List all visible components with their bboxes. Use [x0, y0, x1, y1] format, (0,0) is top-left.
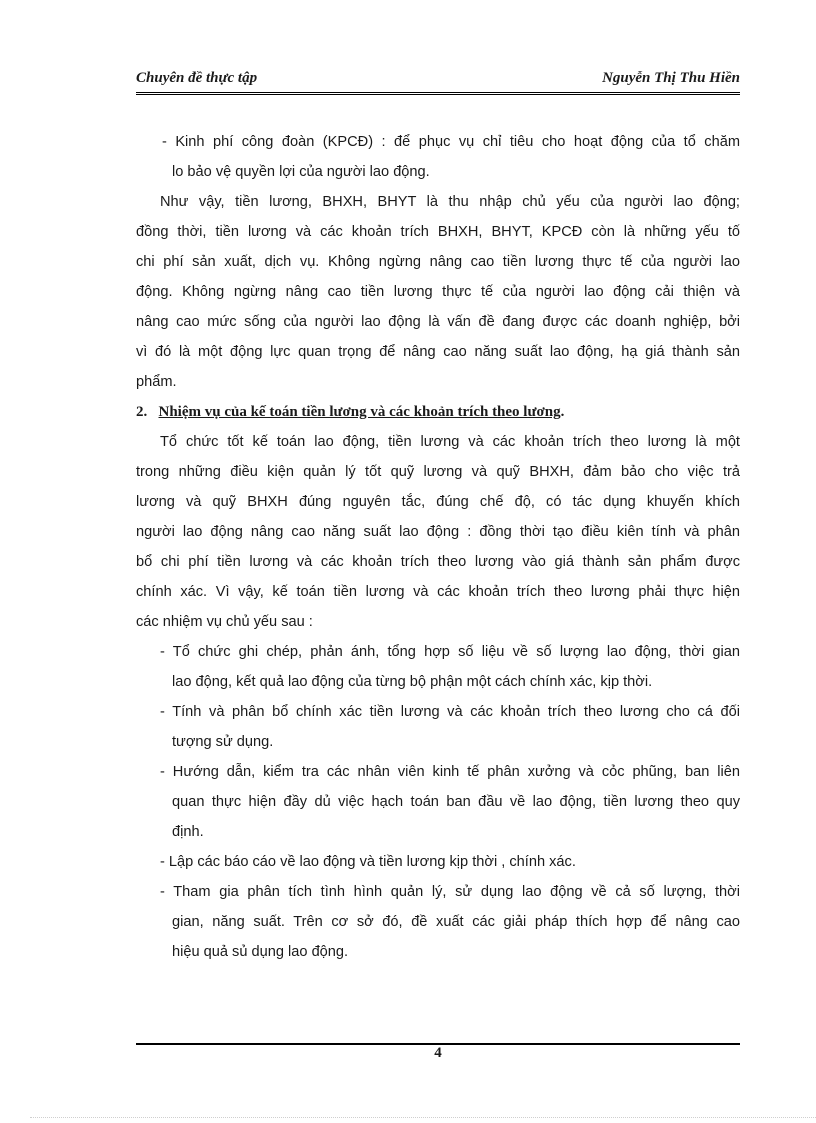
bullet-line: gian, năng suất. Trên cơ sở đó, đề xuất các giải pháp thích hợp để nâng cao: [172, 914, 740, 930]
text-line: lương và quỹ BHXH đúng nguyên tắc, đúng chế độ, có tác dụng khuyến khích: [136, 494, 740, 510]
text-line: động. Không ngừng nâng cao tiền lương thực tế của người lao động cải thiện và: [136, 284, 740, 300]
bullet-line: định.: [172, 824, 204, 840]
text-line: Tổ chức tốt kế toán lao động, tiền lương và các khoản trích theo lương là một: [160, 434, 740, 450]
bullet-line: quan thực hiện đầy dủ việc hạch toán ban đầu về lao động, tiền lương theo quy: [172, 794, 740, 810]
bullet-line: lao động, kết quả lao động của từng bộ phận một cách chính xác, kịp thời.: [172, 674, 653, 690]
text-line: đồng thời, tiền lương và các khoản trích BHXH, BHYT, KPCĐ còn là những yếu tố: [136, 224, 740, 240]
text-line: vì đó là một động lực quan trọng để nâng cao năng suất lao động, hạ giá thành sản: [136, 344, 740, 360]
heading-number: 2.: [136, 404, 148, 420]
bullet-line: - Tổ chức ghi chép, phản ánh, tổng hợp số liệu về số lượng lao động, thời gian: [160, 644, 740, 660]
text-line: phẩm.: [136, 374, 177, 390]
section-heading: [136, 402, 740, 422]
text-line: bổ chi phí tiền lương và các khoản trích theo lương vào giá thành sản phẩm được: [136, 554, 740, 570]
bullet-line: hiệu quả sủ dụng lao động.: [172, 944, 349, 960]
text-line: trong những điều kiện quản lý tốt quỹ lương và quỹ BHXH, đảm bảo cho việc trả: [136, 464, 740, 480]
bullet-line: - Lập các báo cáo về lao động và tiền lương kịp thời , chính xác.: [160, 854, 576, 870]
bullet-line: tượng sử dụng.: [172, 734, 274, 750]
header-author: Nguyễn Thị Thu Hiền: [602, 70, 740, 86]
text-line: chi phí sản xuất, dịch vụ. Không ngừng nâng cao tiền lương thực tế của người lao: [136, 254, 740, 270]
page-edge-dotted: [30, 1117, 816, 1118]
text-line: nâng cao mức sống của người lao động là vấn đề đang được các doanh nghiệp, bởi: [136, 314, 740, 330]
heading-title: Nhiệm vụ của kế toán tiền lương và các khoản trích theo lương: [158, 404, 561, 420]
bullet-line: - Hướng dẫn, kiểm tra các nhân viên kinh tế phân xưởng và cỏc phũng, ban liên: [160, 764, 740, 780]
text-line: - Kinh phí công đoàn (KPCĐ) : để phục vụ chỉ tiêu cho hoạt động của tổ chăm: [162, 134, 740, 150]
text-line: chính xác. Vì vậy, kế toán tiền lương và các khoản trích theo lương phải thực hiện: [136, 584, 740, 600]
bullet-line: - Tham gia phân tích tình hình quản lý, sử dụng lao động về cả số lượng, thời: [160, 884, 740, 900]
header-title: Chuyên đề thực tập: [136, 70, 258, 86]
text-line: người lao động nâng cao năng suất lao động : đồng thời tạo điều kiên tính và phân: [136, 524, 740, 540]
text-line: Như vậy, tiền lương, BHXH, BHYT là thu nhập chủ yếu của người lao động;: [160, 194, 740, 210]
text-line: lo bảo vệ quyền lợi của người lao động.: [172, 164, 430, 180]
page-number: 4: [434, 1045, 442, 1061]
page-header: [136, 68, 740, 95]
heading-end: .: [560, 404, 565, 420]
bullet-line: - Tính và phân bổ chính xác tiền lương và các khoản trích theo lương cho cá đối: [160, 704, 740, 720]
text-line: các nhiệm vụ chủ yếu sau :: [136, 614, 313, 630]
